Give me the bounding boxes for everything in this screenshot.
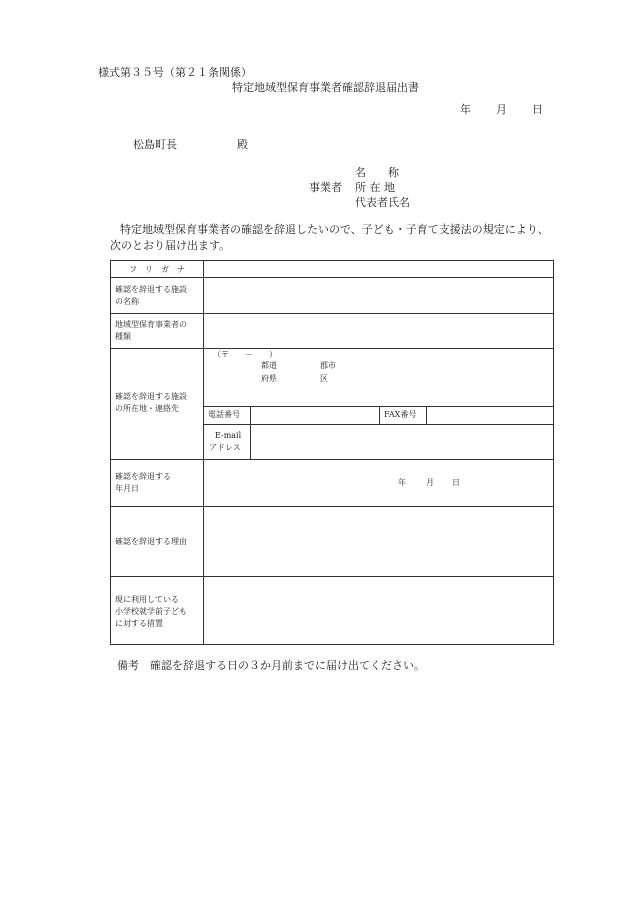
address-field[interactable] <box>204 349 553 406</box>
facility-name-field[interactable] <box>204 278 553 313</box>
business-type-label-2: 種類 <box>115 332 131 341</box>
fax-field[interactable] <box>427 407 553 424</box>
gun-label-1: 郡市 <box>320 361 336 370</box>
gun-label-2: 区 <box>320 374 328 383</box>
applicant-name-label: 名 称 <box>355 166 399 179</box>
email-label-1: E-mail <box>215 431 242 440</box>
reason-label: 確認を辞退する理由 <box>115 537 187 546</box>
applicant-rep-label: 代表者氏名 <box>355 196 410 209</box>
todofuken-label-1: 都道 <box>261 361 277 370</box>
reason-field[interactable] <box>204 507 553 576</box>
business-type-field[interactable] <box>204 314 553 348</box>
withdraw-date-field[interactable] <box>204 460 553 506</box>
location-label-2: の所在地・連絡先 <box>115 404 179 413</box>
note-text: 備考 確認を辞退する日の３か月前までに届け出てください。 <box>117 659 425 672</box>
furigana-label: フ リ ガ ナ <box>129 265 185 274</box>
email-field[interactable] <box>251 425 553 459</box>
withdraw-day-label: 日 <box>452 478 460 487</box>
addressee-honorific: 殿 <box>237 138 248 151</box>
body-line-1: 特定地域型保育事業者の確認を辞退したいので、子ども・子育て支援法の規定により、 <box>120 223 549 236</box>
form-table <box>110 260 554 645</box>
fax-label: FAX番号 <box>384 410 417 419</box>
measures-label-3: に対する措置 <box>115 619 163 628</box>
location-label-1: 確認を辞退する施設 <box>115 392 187 401</box>
facility-name-label-1: 確認を辞退する施設 <box>115 285 187 294</box>
furigana-field[interactable] <box>204 262 553 277</box>
withdraw-year-label: 年 <box>398 478 406 487</box>
phone-field[interactable] <box>251 407 379 424</box>
email-label-2: アドレス <box>209 443 241 452</box>
addressee-name: 松島町長 <box>133 138 177 151</box>
measures-field[interactable] <box>204 577 553 645</box>
measures-label-1: 現に利用している <box>115 595 179 604</box>
postal-code-label: （〒 － ） <box>213 350 277 359</box>
form-number: 様式第３５号（第２１条関係） <box>98 66 252 79</box>
todofuken-label-2: 府県 <box>261 374 277 383</box>
body-line-2: 次のとおり届け出ます。 <box>110 239 231 252</box>
facility-name-label-2: の名称 <box>115 297 139 306</box>
phone-label: 電話番号 <box>208 410 240 419</box>
date-day-label: 日 <box>532 103 543 116</box>
date-month-label: 月 <box>496 103 507 116</box>
measures-label-2: 小学校就学前子ども <box>115 607 187 616</box>
business-type-label-1: 地域型保育事業者の <box>115 320 187 329</box>
withdraw-month-label: 月 <box>426 478 434 487</box>
page-title: 特定地域型保育事業者確認辞退届出書 <box>232 81 419 94</box>
applicant-address-label: 所 在 地 <box>355 181 395 194</box>
applicant-label: 事業者 <box>309 181 342 194</box>
withdraw-date-label-1: 確認を辞退する <box>115 472 171 481</box>
date-year-label: 年 <box>460 103 471 116</box>
withdraw-date-label-2: 年月日 <box>115 484 139 493</box>
